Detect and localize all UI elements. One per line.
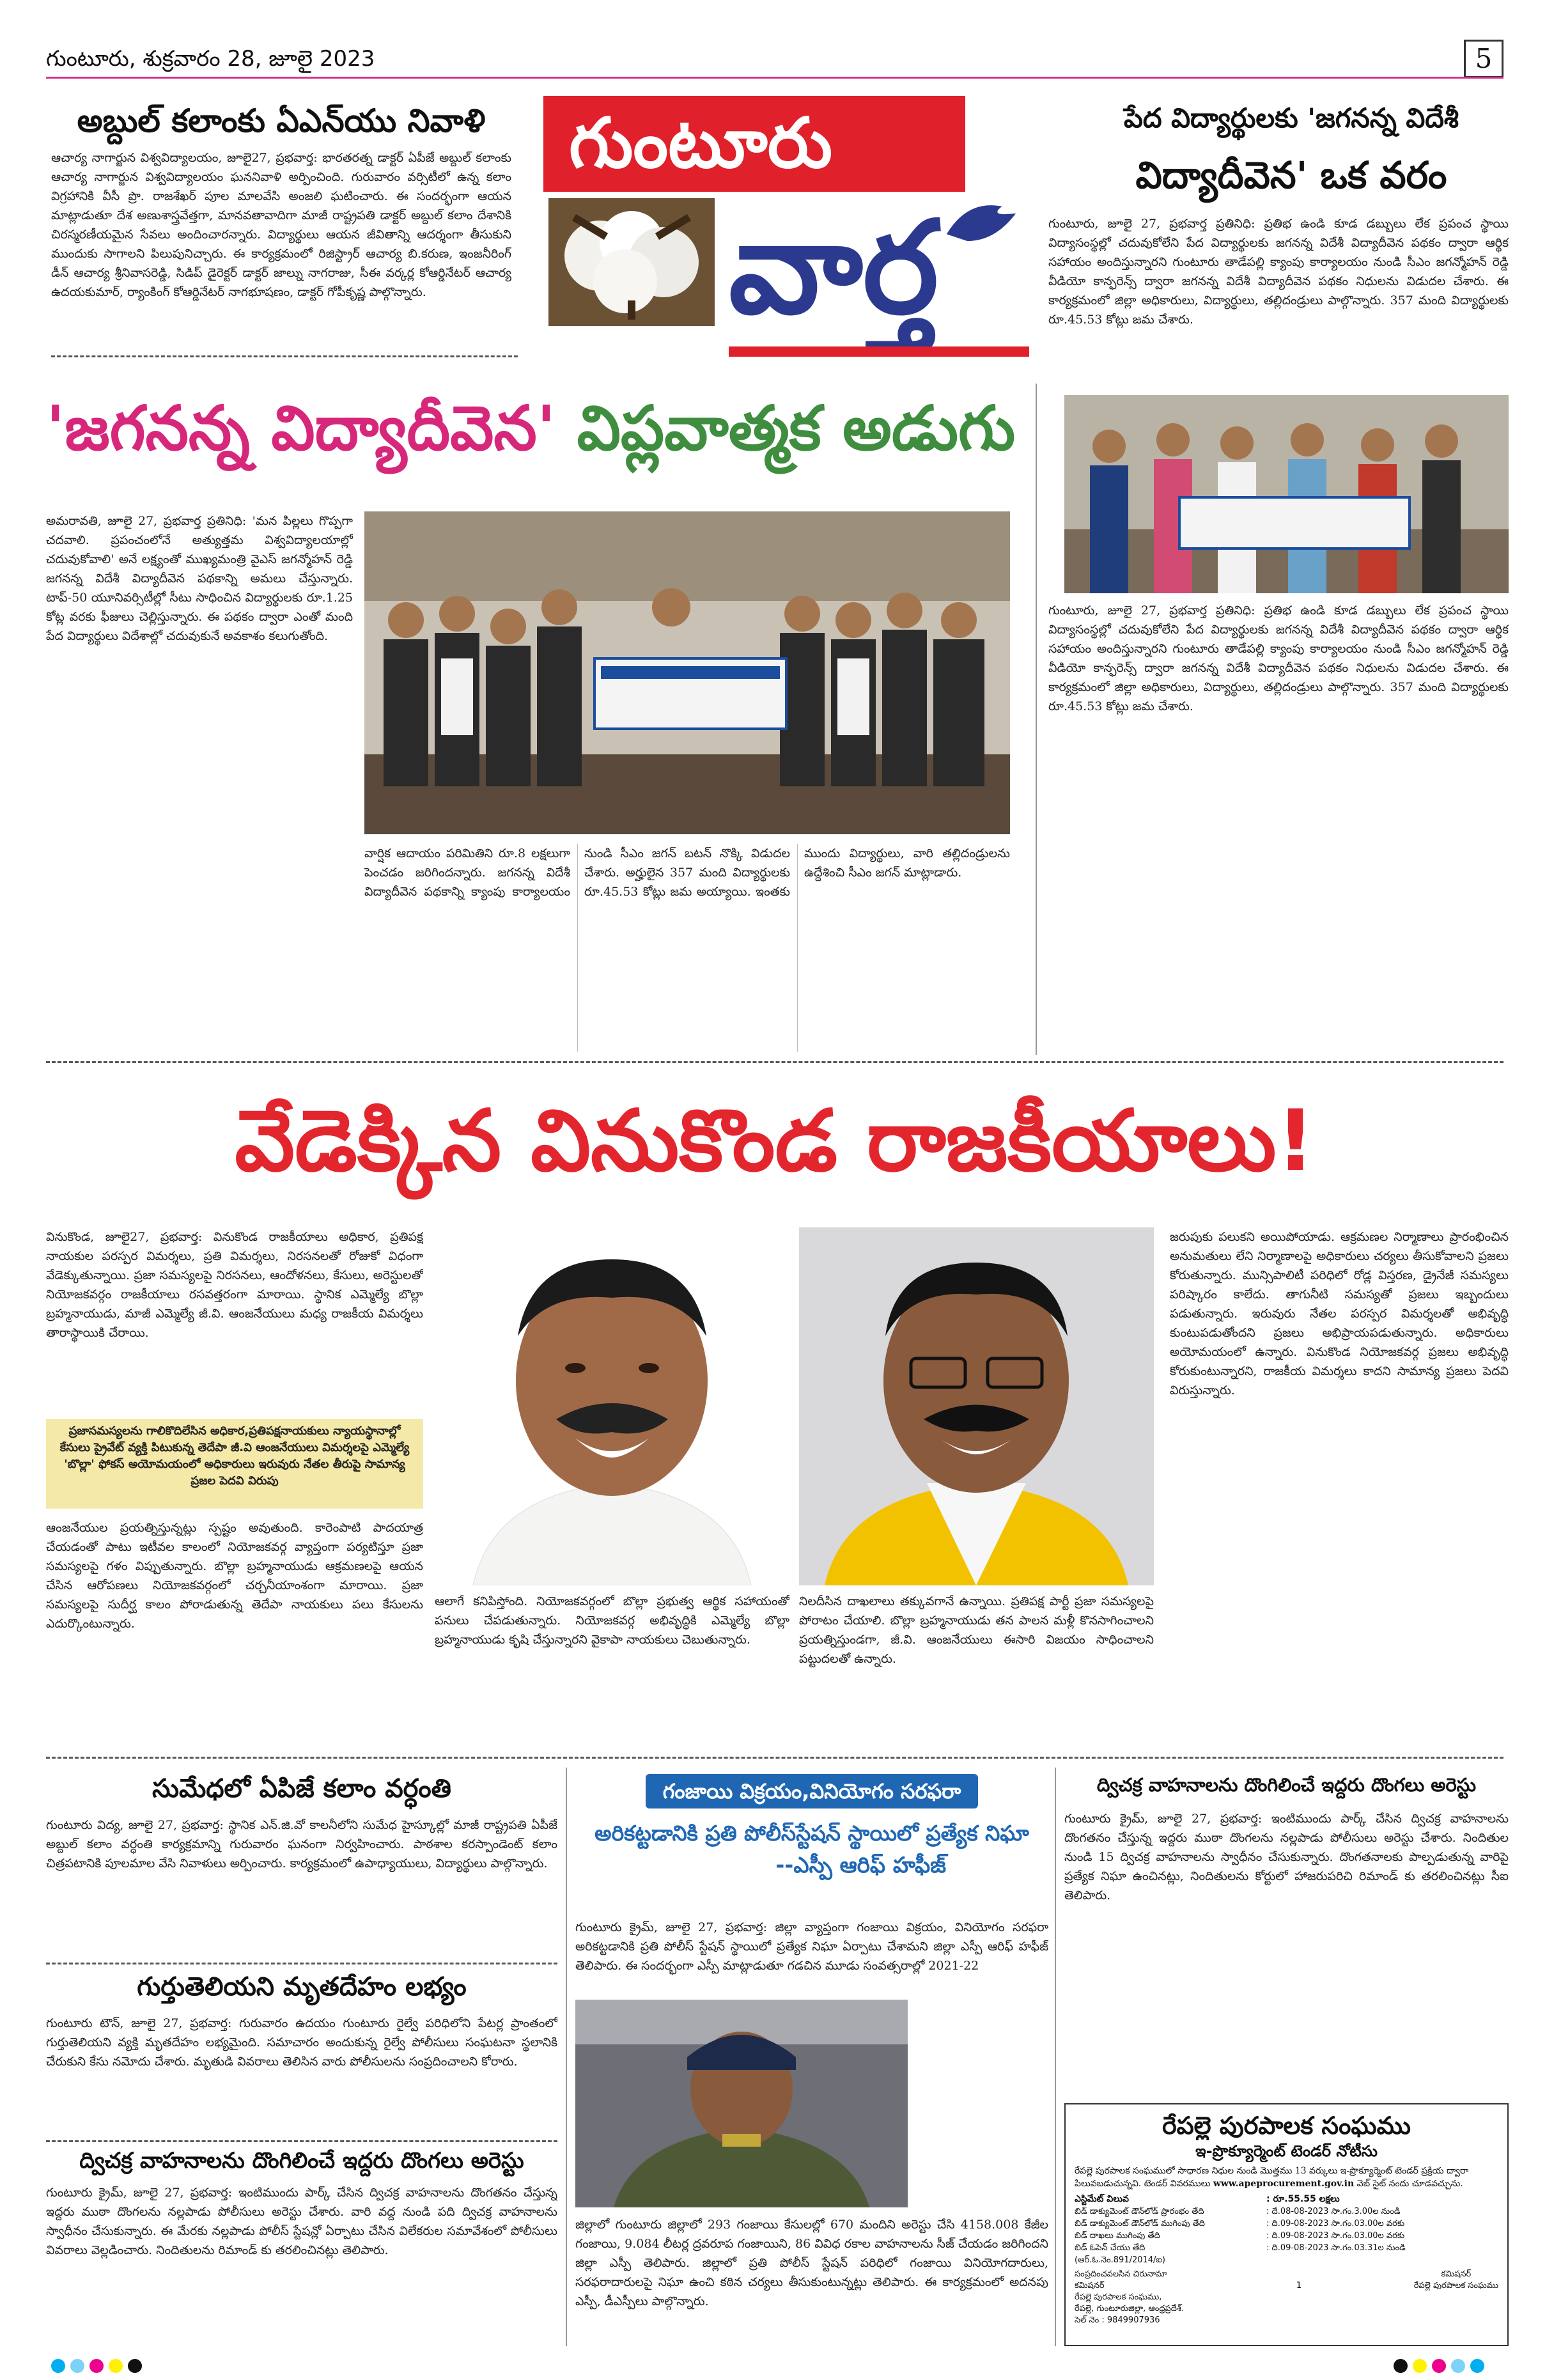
tender-row-label: బిడ్ ఓపెన్ చేయు తేది <box>1075 2243 1146 2253</box>
videshi-headline-line1: పేద విద్యార్థులకు 'జగనన్న విదేశీ <box>1124 102 1459 134</box>
sp-arif-hafeez-photo <box>575 2000 908 2207</box>
tender-intro2: వెబ్ సైట్ నందు చూడవచ్చును. <box>1356 2179 1463 2189</box>
tender-row-label: బిడ్ దాఖలు ముగింపు తేది <box>1075 2231 1160 2241</box>
divider <box>46 1963 557 1964</box>
divider <box>51 355 518 357</box>
tender-signatory-line: కమిషనర్ <box>1441 2269 1472 2279</box>
thieves-right-body: గుంటూరు క్రైమ్, జూలై 27, ప్రభవార్త: ఇంటిముందు పార్క్ చేసిన ద్విచక్ర వాహనాలను దొంగతనం చేస్తున్న ఇద్దరు ముఠా దొంగలను నల్లపాడు పోలీసులు అరెస్టు చేశారు. నిందితుల నుండి 15 ద్విచక్ర వాహనాలను స్వాధీనం చేసుకున్నారు. దొంగతనాలకు పాల్పడుతున్న వారిపై ప్రత్యేక నిఘా ఉంచినట్లు, నిందితులను కోర్టులో హాజరుపరిచి రిమాండ్ కు తరలించినట్లు సీఐ తెలిపారు. <box>1064 1812 1509 1902</box>
ganja-headline-box <box>575 1774 1048 1911</box>
tender-estimate-label: ఎస్టిమేట్ విలువ <box>1075 2194 1129 2204</box>
divider <box>46 1061 1503 1063</box>
jagananna-body-left: అమరావతి, జూలై 27, ప్రభవార్త ప్రతినిధి: 'మన పిల్లలు గొప్పగా చదవాలి. ప్రపంచంలోనే అత్యుత్తమ విశ్వవిద్యాలయాల్లో చదువుకోవాలి' అనే లక్ష్యంతో ముఖ్యమంత్రి వైఎస్ జగన్మోహన్ రెడ్డి జగనన్న విదేశీ విద్యాదీవెన పథకాన్ని అమలు చేస్తున్నారు. టాప్-50 యూనివర్సిటీల్లో సీటు సాధించిన విద్యార్థులకు రూ.1.25 కోట్ల వరకు ఫీజులు చెల్లిస్తున్నారు. ఈ పథకం ద్వారా ఎంతో మంది పేద విద్యార్థులు విదేశాల్లో చదువుకునే అవకాశం కలుగుతోంది. <box>46 514 353 643</box>
registration-dot-cyan <box>70 2359 84 2373</box>
dateline: గుంటూరు, శుక్రవారం 28, జూలై 2023 <box>46 46 375 72</box>
divider <box>1036 384 1037 1055</box>
tender-estimate-value: : రూ.55.55 లక్షలు <box>1266 2194 1340 2204</box>
jagananna-headline <box>46 377 1030 479</box>
tender-ref: (ఆర్.ఓ.నెం.891/2014/ఐ) <box>1075 2255 1165 2265</box>
ganja-headline-line2: అరికట్టడానికి ప్రతి పోలీస్‌స్టేషన్ స్థాయిలో ప్రత్యేక నిఘా <box>594 1821 1029 1846</box>
tender-contact-phone: సెల్ నెం : 9849907936 <box>1075 2315 1160 2325</box>
divider <box>566 1768 567 2346</box>
tender-contact-line: కమిషనర్ <box>1075 2281 1105 2291</box>
tender-contact-line: రేపల్లె పురపాలక సంఘము, <box>1075 2292 1162 2302</box>
vinukonda-body-right: జరుపుకు పలుకని అయిపోయాడు. ఆక్రమణల నిర్మాణాలు ప్రారంభించిన అనుమతులు లేని నిర్మాణాలపై అధికారులు చర్యలు తీసుకోవాలని ప్రజలు కోరుతున్నారు. మున్సిపాలిటీ పరిధిలో రోడ్ల విస్తరణ, డ్రైనేజీ సమస్యలు పరిష్కారం కాలేదు. తాగునీటి సమస్యతో ప్రజలు ఇబ్బందులు పడుతున్నారు. ఇరువురు నేతల పరస్పర విమర్శలతో అభివృద్ధి కుంటుపడుతోందని ప్రజలు అభిప్రాయపడుతున్నారు. అధికారులు అయోమయంలో ఉన్నారు. వినుకొండ నియోజకవర్గ ప్రజలు అభివృద్ధి కోరుకుంటున్నారని, రాజకీయ విమర్శలు కాదని సామాన్య ప్రజలు పెదవి విరుస్తున్నారు. <box>1170 1230 1509 1397</box>
ganja-body-bottom: జిల్లాలో గుంటూరు జిల్లాలో 293 గంజాయి కేసులల్లో 670 మందిని అరెస్టు చేసి 4158.008 కేజీల గంజాయి, 9.084 లీటర్ల ద్రవరూప గంజాయిని, 86 వివిధ రకాల వాహనాలను సీజ్ చేయడం జరిగిందని జిల్లా ఎస్పీ తెలిపారు. జిల్లాలో ప్రతి పోలీస్ స్టేషన్ పరిధిలో గంజాయి వినియోగదారులు, సరఫరాదారులపై నిఘా ఉంచి కఠిన చర్యలు తీసుకుంటున్నట్లు తెలిపారు. ఈ కార్యక్రమంలో అదనపు ఎస్పీ, డీఎస్పీలు పాల్గొన్నారు. <box>575 2218 1048 2308</box>
vinukonda-body-mid1: ఆలాగే కనిపిస్తోంది. నియోజకవర్గంలో బొల్లా ప్రభుత్వ ఆర్థిక సహాయంతో పనులు చేపడుతున్నారు. నియోజకవర్గ అభివృద్ధికి ఎమ్మెల్యే బొల్లా బ్రహ్మనాయుడు కృషి చేస్తున్నారని వైకాపా నాయకులు చెబుతున్నారు. <box>435 1594 789 1647</box>
header-rule <box>46 77 1503 79</box>
registration-dot-magenta <box>1432 2359 1446 2373</box>
tender-title: రేపల్లె పురపాలక సంఘము <box>1162 2112 1411 2140</box>
dove-icon <box>940 192 1023 256</box>
tender-signatory <box>1414 2269 1498 2326</box>
registration-dot-cyan <box>1470 2359 1484 2373</box>
masthead-title-top: గుంటూరు <box>569 104 833 183</box>
jagananna-body-bottom: వార్షిక ఆదాయం పరిమితిని రూ.8 లక్షలుగా పెంచడం జరిగిందన్నారు. జగనన్న విదేశీ విద్యాదీవెన పథకాన్ని క్యాంపు కార్యాలయం నుండి సీఎం జగన్ బటన్ నొక్కి విడుదల చేశారు. అర్హులైన 357 మంది విద్యార్థులకు రూ.45.53 కోట్లు జమ అయ్యాయి. ఇంతకు ముందు విద్యార్థులు, వారి తల్లిదండ్రులను ఉద్దేశించి సీఎం జగన్ మాట్లాడారు. <box>364 846 1010 899</box>
tender-row-value: : ది.09-08-2023 సా.గం.03.31ల నుండి <box>1266 2243 1406 2253</box>
thieves-right-headline: ద్విచక్ర వాహనాలను దొంగిలించే ఇద్దరు దొంగలు అరెస్టు <box>1096 1774 1477 1796</box>
tender-row-label: బిడ్ డాక్యుమెంట్ డౌన్‌లోడ్ ప్రారంభం తేది <box>1075 2207 1204 2216</box>
cotton-icon <box>548 198 715 326</box>
tender-website-link[interactable]: www.apeprocurement.gov.in <box>1213 2179 1355 2189</box>
tender-estimate-row <box>1075 2193 1498 2205</box>
vinukonda-headline: వేడెక్కిన వినుకొండ రాజకీయాలు! <box>235 1092 1315 1190</box>
gv-anjaneyulu-photo <box>799 1227 1154 1585</box>
body-found-body: గుంటూరు టౌన్, జూలై 27, ప్రభవార్త: గురువారం ఉదయం గుంటూరు రైల్వే పరిధిలోని పేటర్ల ప్రాంతంలో గుర్తుతెలియని వ్యక్తి మృతదేహం లభ్యమైంది. సమాచారం అందుకున్న రైల్వే పోలీసులు సంఘటనా స్థలానికి చేరుకుని కేసు నమోదు చేశారు. మృతుడి వివరాలు తెలిసిన వారు పోలీసులను సంప్రదించాలని కోరారు. <box>46 2016 557 2069</box>
tender-signature-block <box>1075 2269 1498 2326</box>
kalam-anu-body: ఆచార్య నాగార్జున విశ్వవిద్యాలయం, జూలై27, ప్రభవార్త: భారతరత్న డాక్టర్ ఏపీజే అబ్దుల్ కలాంకు ఆచార్య నాగార్జున విశ్వవిద్యాలయం ఘననివాళి అర్పించింది. గురువారం వర్సిటీలో ఉన్న కలాం విగ్రహానికి వీసీ ప్రొ. రాజశేఖర్ పూల మాలవేసి అంజలి ఘటించారు. ఈ సందర్భంగా ఆయన మాట్లాడుతూ దేశ అణుశాస్త్రవేత్తగా, మానవతావాదిగా మాజీ రాష్ట్రపతి డాక్టర్ అబ్దుల్ కలాం దేశానికి చిరస్మరణీయమైన సేవలు అందించారన్నారు. విద్యార్థులు ఆయన జీవితాన్ని ఆదర్శంగా తీసుకుని ముందుకు సాగాలని పిలుపునిచ్చారు. ఈ కార్యక్రమంలో రిజిస్ట్రార్ ఆచార్య బి.కరుణ, ఇంజనీరింగ్ డీన్ ఆచార్య శ్రీనివాసరెడ్డి, సిడిప్ డైరెక్టర్ డాక్టర్ జాల్ను నాగరాజు, సీఈ వర్కర్ల కోఆర్డినేటర్ ఆచార్య ఉదయకుమార్, ర్యాంకింగ్ కోఆర్డినేటర్ నాగభూషణం, డాక్టర్ గోపీకృష్ణ పాల్గొన్నారు. <box>51 151 511 299</box>
videshi-body-continued: గుంటూరు, జూలై 27, ప్రభవార్త ప్రతినిధి: ప్రతిభ ఉండి కూడ డబ్బులు లేక ప్రపంచ స్థాయి విద్యాసంస్థల్లో చదువుకోలేని పేద విద్యార్థులకు జగనన్న విదేశీ విద్యాదీవెన పథకం ద్వారా ఆర్థిక సహాయం అందిస్తున్నారని గుంటూరు తాడేపల్లి క్యాంపు కార్యాలయం నుండి సీఎం జగన్మోహన్ రెడ్డి వీడియో కాన్ఫరెన్స్ ద్వారా జగనన్న విదేశీ విద్యాదీవెన పథకం నిధులను విడుదల చేశారు. ఈ కార్యక్రమంలో జిల్లా అధికారులు, విద్యార్థులు, తల్లిదండ్రులు పాల్గొన్నారు. 357 మంది విద్యార్థులకు రూ.45.53 కోట్లు జమ చేశారు. <box>1048 603 1509 713</box>
tender-row <box>1075 2218 1498 2230</box>
tender-intro-block <box>1075 2165 1498 2190</box>
ganja-headline-line3: --ఎస్పీ ఆరిఫ్ హఫీజ్ <box>775 1853 946 1878</box>
vinukonda-callout <box>46 1419 423 1509</box>
cotton-image <box>548 198 715 326</box>
tender-contact <box>1075 2269 1184 2326</box>
divider <box>46 2140 557 2142</box>
masthead-underline <box>729 346 1029 357</box>
tender-row-value: : ది.09-08-2023 సా.గం.03.00ల వరకు <box>1266 2231 1405 2241</box>
body-found-headline: గుర్తుతెలియని మృతదేహం లభ్యం <box>137 1972 467 2002</box>
thieves-left-headline: ద్విచక్ర వాహనాలను దొంగిలించే ఇద్దరు దొంగలు అరెస్టు <box>79 2148 524 2174</box>
sumedha-headline: సుమేధలో ఏపిజే కలాం వర్ధంతి <box>152 1774 451 1803</box>
tender-row-value: : దే.08-08-2023 సా.గం.3.00ల నుండి <box>1266 2207 1401 2216</box>
jagananna-headline-part2: విప్లవాత్మక అడుగు <box>577 393 1016 464</box>
registration-dot-black <box>128 2359 142 2373</box>
tender-intro: రేపల్లె పురపాలక సంఘములో సాధారణ నిధుల నుండి మొత్తము 13 వర్కులు ఇ-ప్రొక్యూర్మెంట్ టెండర్ ప్రక్రియ ద్వారా పిలువబడుచున్నవి. టెండర్ వివరములు <box>1075 2166 1469 2189</box>
page-number: 5 <box>1464 40 1503 78</box>
registration-dot-black <box>1394 2359 1408 2373</box>
jagananna-headline-part1: 'జగనన్న విద్యాదీవెన' <box>46 393 556 464</box>
tender-sign-mid: 1 <box>1296 2281 1302 2291</box>
registration-dot-yellow <box>109 2359 123 2373</box>
ganja-headline-line1: గంజాయి విక్రయం,వినియోగం సరఫరా <box>646 1774 978 1808</box>
divider <box>46 1757 1503 1759</box>
cm-cheque-photo <box>364 511 1010 834</box>
registration-dot-cyan <box>51 2359 65 2373</box>
tender-row <box>1075 2242 1498 2254</box>
tender-notice <box>1064 2103 1509 2346</box>
vinukonda-body-left2: ఆంజనేయుల ప్రయత్నిస్తున్నట్లు స్పష్టం అవుతుంది. కారెంపాటి పాదయాత్ర చేయడంతో పాటు ఇటీవల కాలంలో నియోజకవర్గ వ్యాప్తంగా పర్యటిస్తూ ప్రజా సమస్యలపై గళం విప్పుతున్నారు. బొల్లా బ్రహ్మనాయుడు ఆక్రమణలపై ఆయన చేసిన ఆరోపణలు నియోజకవర్గంలో చర్చనీయాంశంగా మారాయి. ప్రజా సమస్యలపై సుదీర్ఘ కాలం పోరాడుతున్న తెదేపా నాయకులు పలు కేసులను ఎదుర్కొంటున్నారు. <box>46 1521 423 1631</box>
tender-row <box>1075 2205 1498 2218</box>
tender-signatory-line: రేపల్లె పురపాలక సంఘము <box>1413 2281 1498 2291</box>
tender-row-value: : ది.09-08-2023 సా.గం.03.00ల వరకు <box>1266 2219 1405 2228</box>
videshi-photo <box>1064 395 1509 593</box>
registration-dot-yellow <box>1413 2359 1427 2373</box>
tender-contact-role: సంప్రదించవలసిన చిరునామా <box>1075 2269 1167 2279</box>
registration-dot-cyan <box>1451 2359 1465 2373</box>
vinukonda-callout-text: ప్రజాసమస్యలను గాలికొదిలేసిన అధికార,ప్రతిపక్షనాయకులు న్యాయస్థానాల్లో కేసులు ప్రైవేట్ వ్యక్తి పిటుకున్న తెదేపా జీ.వి ఆంజనేయులు విమర్శలపై ఎమ్మెల్యే 'బొల్లా' ఫోకస్ అయోమయంలో అధికారులు ఇరువురు నేతల తీరుపై సామాన్య ప్రజల పెదవి విరుపు <box>59 1424 410 1488</box>
masthead-title-bottom: వార్త <box>729 194 939 343</box>
tender-contact-line: రేపల్లె, గుంటూరుజిల్లా, ఆంధ్రప్రదేశ్. <box>1075 2304 1185 2314</box>
bolla-brahmanaidu-photo <box>435 1227 789 1585</box>
divider <box>1055 1768 1056 2346</box>
masthead <box>543 96 1042 368</box>
tender-row-label: బిడ్ డాక్యుమెంట్ డౌన్‌లోడ్ ముగింపు తేది <box>1075 2219 1205 2228</box>
videshi-headline-line2: విద్యాదీవెన' ఒక వరం <box>1135 153 1447 197</box>
tender-subtitle: ఇ-ప్రొక్యూర్మెంట్ టెండర్ నోటీసు <box>1195 2142 1378 2160</box>
ganja-body-top: గుంటూరు క్రైమ్, జూలై 27, ప్రభవార్త: జిల్లా వ్యాప్తంగా గంజాయి విక్రయం, వినియోగం సరఫరా అరికట్టడానికి ప్రతి పోలీస్ స్టేషన్ స్థాయిలో ప్రత్యేక నిఘా ఏర్పాటు చేశామని జిల్లా ఎస్పీ ఆరిఫ్ హఫీజ్ తెలిపారు. ఈ సందర్భంగా ఎస్పీ మాట్లాడుతూ గడచిన మూడు సంవత్సరాల్లో 2021-22 <box>575 1920 1048 1973</box>
sumedha-body: గుంటూరు విద్య, జూలై 27, ప్రభవార్త: స్థానిక ఎన్.జి.వో కాలనీలోని సుమేధ హైస్కూల్లో మాజీ రాష్ట్రపతి ఏపీజే అబ్దుల్ కలాం వర్ధంతి కార్యక్రమాన్ని గురువారం ఘనంగా నిర్వహించారు. పాఠశాల కరస్పాండెంట్ కలాం చిత్రపటానికి పూలమాల వేసి నివాళులు అర్పించారు. కార్యక్రమంలో ఉపాధ్యాయులు, విద్యార్థులు పాల్గొన్నారు. <box>46 1818 557 1871</box>
kalam-anu-headline: అబ్దుల్ కలాంకు ఏఎన్‌యు నివాళి <box>77 102 486 139</box>
tender-row <box>1075 2230 1498 2242</box>
vinukonda-body-mid2: నిలదీసిన దాఖలాలు తక్కువగానే ఉన్నాయి. ప్రతిపక్ష పార్టీ ప్రజా సమస్యలపై పోరాటం చేయాలి. బొల్లా బ్రహ్మనాయుడు తన పాలన మళ్లీ కొనసాగించాలని ప్రయత్నిస్తుండగా, జీ.వి. ఆంజనేయులు ఈసారి విజయం సాధించాలని పట్టుదలతో ఉన్నారు. <box>799 1594 1154 1666</box>
thieves-left-body: గుంటూరు క్రైమ్, జూలై 27, ప్రభవార్త: ఇంటిముందు పార్క్ చేసిన ద్విచక్ర వాహనాలను దొంగతనం చేస్తున్న ఇద్దరు ముఠా దొంగలను నల్లపాడు పోలీసులు అరెస్టు చేశారు. వారి వద్ద నుండి పది ద్విచక్ర వాహనాలను స్వాధీనం చేసుకున్నారు. ఈ మేరకు నల్లపాడు పోలీస్ స్టేషన్లో ఏర్పాటు చేసిన విలేకరుల సమావేశంలో పోలీసులు వివరాలు వెల్లడించారు. నిందితులను రిమాండ్ కు తరలించినట్లు తెలిపారు. <box>46 2186 557 2257</box>
vinukonda-body-left: వినుకొండ, జూలై27, ప్రభవార్త: వినుకొండ రాజకీయాలు అధికార, ప్రతిపక్ష నాయకుల పరస్పర విమర్శలు, ప్రతి విమర్శలు, నిరసనలతో రోజుకో విధంగా వేడెక్కుతున్నాయి. ప్రజా సమస్యలపై నిరసనలు, ఆందోళనలు, కేసులు, అరెస్టులతో నియోజకవర్గం రాజకీయాలు రసవత్తరంగా మారాయి. స్థానిక ఎమ్మెల్యే బొల్లా బ్రహ్మనాయుడు, మాజీ ఎమ్మెల్యే జీ.వి. ఆంజనేయులు మధ్య రాజకీయ విమర్శలు తారాస్థాయికి చేరాయి. <box>46 1230 423 1340</box>
registration-dot-magenta <box>89 2359 104 2373</box>
videshi-body: గుంటూరు, జూలై 27, ప్రభవార్త ప్రతినిధి: ప్రతిభ ఉండి కూడ డబ్బులు లేక ప్రపంచ స్థాయి విద్యాసంస్థల్లో చదువుకోలేని పేద విద్యార్థులకు జగనన్న విదేశీ విద్యాదీవెన పథకం ద్వారా ఆర్థిక సహాయం అందిస్తున్నారని గుంటూరు తాడేపల్లి క్యాంపు కార్యాలయం నుండి సీఎం జగన్మోహన్ రెడ్డి వీడియో కాన్ఫరెన్స్ ద్వారా జగనన్న విదేశీ విద్యాదీవెన పథకం నిధులను విడుదల చేశారు. ఈ కార్యక్రమంలో జిల్లా అధికారులు, విద్యార్థులు, తల్లిదండ్రులు పాల్గొన్నారు. 357 మంది విద్యార్థులకు రూ.45.53 కోట్లు జమ చేశారు. <box>1048 217 1509 327</box>
